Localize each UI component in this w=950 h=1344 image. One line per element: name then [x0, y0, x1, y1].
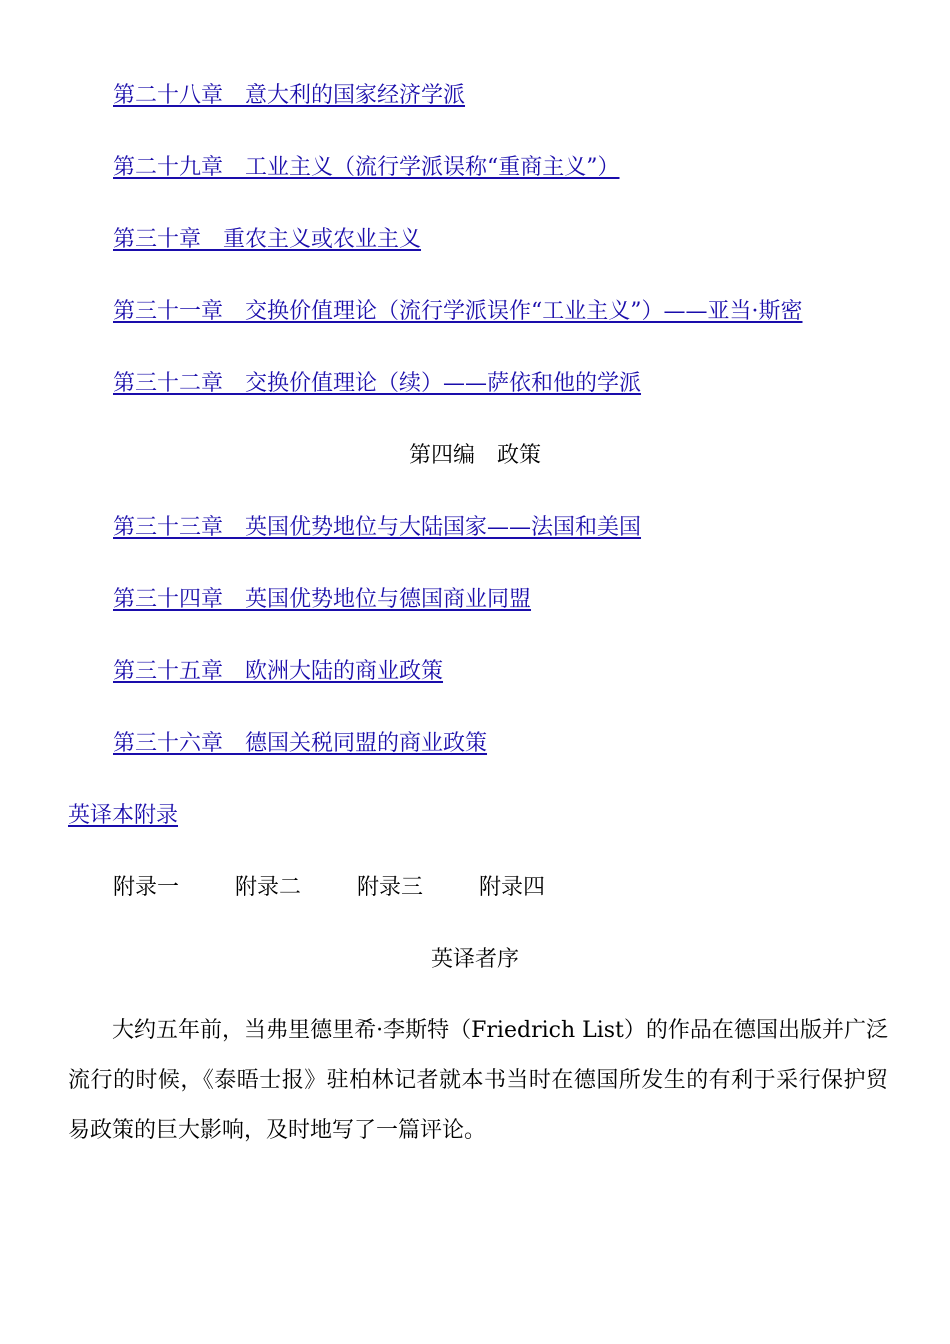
toc-link-chapter-33[interactable]: 第三十三章 英国优势地位与大陆国家——法国和美国: [113, 515, 642, 540]
appendix-item-1: 附录一: [113, 875, 180, 900]
toc-link-chapter-32[interactable]: 第三十二章 交换价值理论（续）——萨依和他的学派: [113, 371, 642, 396]
appendix-item-4: 附录四: [479, 875, 546, 900]
appendix-link[interactable]: 英译本附录: [68, 803, 179, 828]
toc-link-chapter-36[interactable]: 第三十六章 德国关税同盟的商业政策: [113, 731, 488, 756]
toc-link-chapter-34[interactable]: 第三十四章 英国优势地位与德国商业同盟: [113, 587, 532, 612]
appendix-item-2: 附录二: [235, 875, 302, 900]
toc-link-chapter-28[interactable]: 第二十八章 意大利的国家经济学派: [113, 83, 466, 108]
toc-link-chapter-35[interactable]: 第三十五章 欧洲大陆的商业政策: [113, 659, 444, 684]
preface-paragraph: 大约五年前，当弗里德里希·李斯特（Friedrich List）的作品在德国出版并广泛流行的时候，《泰晤士报》驻柏林记者就本书当时在德国所发生的有利于采行保护贸易政策的巨大影响，及时地写了一篇评论。: [68, 1018, 888, 1143]
toc-link-chapter-29[interactable]: 第二十九章 工业主义（流行学派误称“重商主义”）: [113, 155, 620, 180]
appendix-list: [113, 873, 601, 903]
toc-link-chapter-31[interactable]: 第三十一章 交换价值理论（流行学派误作“工业主义”）——亚当·斯密: [113, 299, 803, 324]
toc-link-chapter-30[interactable]: 第三十章 重农主义或农业主义: [113, 227, 422, 252]
part-4-heading: 第四编 政策: [408, 443, 541, 468]
preface-heading: 英译者序: [430, 947, 519, 972]
appendix-item-3: 附录三: [357, 875, 424, 900]
